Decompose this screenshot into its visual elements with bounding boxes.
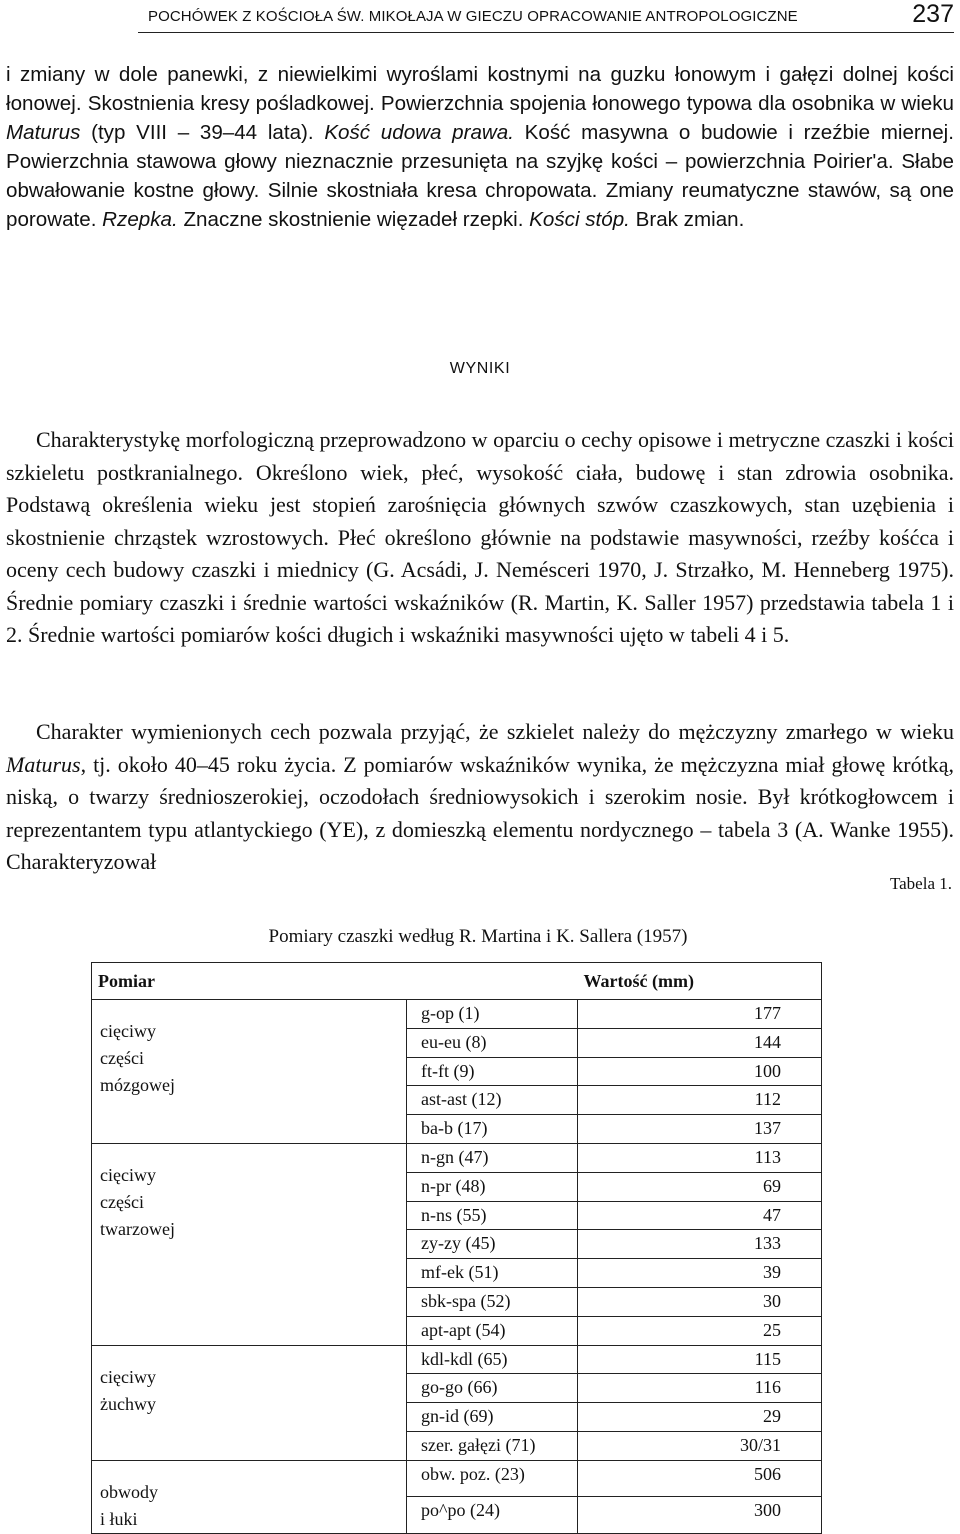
- group-label-line: mózgowej: [100, 1075, 175, 1095]
- table-row: [92, 1143, 822, 1172]
- measurement-value: 30/31: [578, 1431, 822, 1460]
- measurement-code: ft-ft (9): [407, 1057, 578, 1086]
- intro-text-5: Brak zmian.: [629, 208, 745, 231]
- measurement-value: 144: [578, 1028, 822, 1057]
- para2-text-a: Charakter wymienionych cech pozwala przyjąć, że szkielet należy do mężczyzny zmarłego w wieku: [36, 719, 954, 744]
- measurement-value: 506: [578, 1460, 822, 1497]
- measurement-value: 113: [578, 1143, 822, 1172]
- measurement-code: n-gn (47): [407, 1143, 578, 1172]
- group-label-line: cięciwy: [100, 1021, 156, 1041]
- measurement-value: 47: [578, 1201, 822, 1230]
- measurement-value: 112: [578, 1086, 822, 1115]
- group-label-text: [100, 1346, 400, 1418]
- intro-kosci-stop: Kości stóp.: [529, 208, 630, 231]
- intro-rzepka: Rzepka.: [102, 208, 178, 231]
- measurement-code: mf-ek (51): [407, 1259, 578, 1288]
- para2-text-b: , tj. około 40–45 roku życia. Z pomiarów wskaźników wynika, że mężczyzna miał głowę krótką, niską, o twarzy średnioszerokiej, oczodołach średniowysokich i szerokim nosie. Był krótkogłowcem i reprezentantem typu atlantyckiego (YE), z domieszką elementu nordycznego – tabela 3 (A. Wanke 1955). Charakteryzował: [6, 751, 954, 874]
- table-row: [92, 1000, 822, 1029]
- measurement-value: 30: [578, 1287, 822, 1316]
- skull-measurements-table: [91, 962, 822, 1534]
- group-label-text: [100, 1461, 400, 1533]
- table-row: [92, 1460, 822, 1497]
- measurement-value: 300: [578, 1497, 822, 1534]
- group-label: [92, 1000, 407, 1144]
- measurement-code: kdl-kdl (65): [407, 1345, 578, 1374]
- group-label: [92, 1460, 407, 1533]
- group-label-text: [100, 1000, 400, 1099]
- group-label: [92, 1345, 407, 1460]
- measurement-code: ast-ast (12): [407, 1086, 578, 1115]
- measurement-code: n-pr (48): [407, 1172, 578, 1201]
- group-label-line: i łuki: [100, 1508, 138, 1529]
- section-title: WYNIKI: [449, 360, 511, 377]
- para1-text: Charakterystykę morfologiczną przeprowadzono w oparciu o cechy opisowe i metryczne czaszki i kości szkieletu postkranialnego. Określono wiek, płeć, wysokość ciała, budowę i stan zdrowia osobnika. Podstawą określenia wieku jest stopień zarośnięcia głównych szwów czaszkowych, stan uzębienia i skostnienie chrząstek wzrostowych. Płeć określono głównie na podstawie masywności, rzeźby kośćca i oceny cech budowy czaszki i miednicy (G. Acsádi, J. Nemésceri 1970, J. Strzałko, M. Henneberg 1975). Średnie pomiary czaszki i średnie wartości wskaźników (R. Martin, K. Saller 1957) przedstawia tabela 1 i 2. Średnie wartości pomiarów kości długich i wskaźniki masywności ujęto w tabeli 4 i 5.: [6, 427, 954, 647]
- header-rule: [138, 32, 954, 33]
- group-label-line: obwody: [100, 1481, 158, 1502]
- measurement-value: 100: [578, 1057, 822, 1086]
- group-label: [92, 1143, 407, 1345]
- measurement-code: obw. poz. (23): [407, 1460, 578, 1497]
- measurement-value: 115: [578, 1345, 822, 1374]
- measurement-code: eu-eu (8): [407, 1028, 578, 1057]
- para2-maturus: Maturus: [6, 751, 81, 777]
- intro-maturus: Maturus: [6, 121, 81, 144]
- table-header-row: [92, 963, 822, 1000]
- measurement-code: ba-b (17): [407, 1115, 578, 1144]
- measurement-value: 133: [578, 1230, 822, 1259]
- measurement-code: sbk-spa (52): [407, 1287, 578, 1316]
- measurement-value: 25: [578, 1316, 822, 1345]
- measurement-code: apt-apt (54): [407, 1316, 578, 1345]
- results-paragraph-2: [6, 716, 954, 879]
- header-wartosc: Wartość (mm): [578, 963, 822, 1000]
- page-number: 237: [912, 0, 954, 28]
- measurement-code: n-ns (55): [407, 1201, 578, 1230]
- running-head: POCHÓWEK Z KOŚCIOŁA ŚW. MIKOŁAJA W GIECZU OPRACOWANIE ANTROPOLOGICZNE: [148, 8, 798, 25]
- measurement-code: gn-id (69): [407, 1403, 578, 1432]
- group-label-line: cięciwy: [100, 1366, 156, 1387]
- group-label-text: [100, 1144, 400, 1243]
- group-label-line: cięciwy: [100, 1164, 156, 1185]
- measurement-value: 116: [578, 1374, 822, 1403]
- intro-text-4: Znaczne skostnienie więzadeł rzepki.: [177, 208, 530, 231]
- measurement-code: go-go (66): [407, 1374, 578, 1403]
- measurement-code: g-op (1): [407, 1000, 578, 1029]
- intro-text-3: Kość masywna o budowie i rzeźbie miernej. Powierzchnia stawowa głowy nieznacznie przesunięta na szyjkę kości – powierzchnia Poirier'a. Słabe obwałowanie kostne głowy. Silnie skostniała kresa chropowata. Zmiany reumatyczne stawów, są one porowate.: [6, 121, 954, 231]
- group-label-line: części: [100, 1191, 144, 1212]
- measurement-code: szer. gałęzi (71): [407, 1431, 578, 1460]
- measurement-value: 69: [578, 1172, 822, 1201]
- results-paragraph-1: [6, 424, 954, 652]
- group-label-line: części: [100, 1048, 144, 1068]
- intro-paragraph: [6, 60, 954, 234]
- group-label-line: żuchwy: [100, 1393, 156, 1414]
- intro-text-2: (typ VIII – 39–44 lata).: [80, 121, 325, 144]
- table-label: Tabela 1.: [889, 874, 952, 893]
- header-spacer: [407, 963, 578, 1000]
- measurement-value: 177: [578, 1000, 822, 1029]
- measurement-code: zy-zy (45): [407, 1230, 578, 1259]
- measurement-value: 29: [578, 1403, 822, 1432]
- page-header: [0, 0, 960, 36]
- table-caption: Pomiary czaszki według R. Martina i K. Sallera (1957): [268, 926, 688, 947]
- measurement-code: po^po (24): [407, 1497, 578, 1534]
- intro-text-1: i zmiany w dole panewki, z niewielkimi wyroślami kostnymi na guzku łonowym i gałęzi dolnej kości łonowej. Skostnienia kresy pośladkowej. Powierzchnia spojenia łonowego typowa dla osobnika w wieku: [6, 63, 954, 115]
- table-row: [92, 1345, 822, 1374]
- intro-kosc-udowa: Kość udowa prawa.: [324, 121, 514, 144]
- table-body: [92, 1000, 822, 1534]
- measurement-value: 137: [578, 1115, 822, 1144]
- header-pomiar: Pomiar: [92, 963, 407, 1000]
- measurement-value: 39: [578, 1259, 822, 1288]
- group-label-line: twarzowej: [100, 1218, 175, 1239]
